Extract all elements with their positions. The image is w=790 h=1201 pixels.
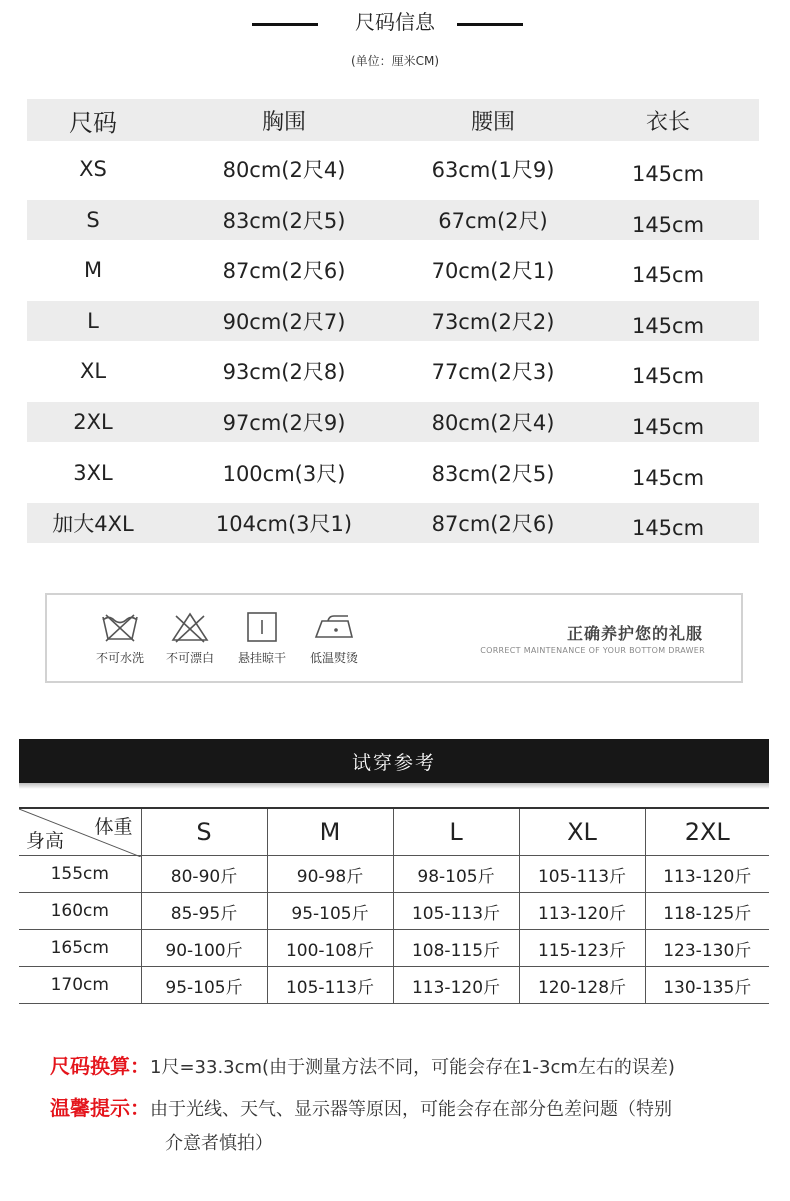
unit-note: (单位：厘米CM) (350, 54, 440, 68)
weight-cell: 105-113斤 (519, 856, 645, 893)
table-row (27, 200, 759, 240)
bust-cell: 100cm(3尺) (222, 461, 346, 486)
weight-cell: 120-128斤 (519, 967, 645, 1004)
length-cell: 145cm (631, 162, 705, 186)
size-header-2xl: 2XL (645, 808, 769, 856)
size-header-l: L (393, 808, 519, 856)
weight-cell: 90-98斤 (267, 856, 393, 893)
try-on-table (19, 807, 769, 1004)
waist-cell: 83cm(2尺5) (431, 461, 555, 486)
weight-cell: 130-135斤 (645, 967, 769, 1004)
care-label: 悬挂晾干 (237, 651, 286, 665)
size-header-xl: XL (519, 808, 645, 856)
size-cell: 3XL (73, 460, 113, 485)
weight-cell: 105-113斤 (267, 967, 393, 1004)
size-cell: XS (79, 157, 107, 181)
table-row (19, 930, 769, 967)
table-row (27, 149, 759, 189)
size-conversion-note (50, 1049, 675, 1085)
height-cell: 160cm (19, 893, 141, 930)
length-cell: 145cm (631, 212, 705, 237)
column-header-waist: 腰围 (470, 109, 515, 135)
care-label: 低温熨烫 (309, 651, 358, 665)
tip-label: 温馨提示： (50, 1096, 150, 1120)
column-header-size: 尺码 (69, 108, 117, 137)
height-cell: 165cm (19, 930, 141, 967)
corner-height-label: 身高 (26, 830, 65, 852)
weight-cell: 113-120斤 (519, 893, 645, 930)
corner-weight-label: 体重 (94, 816, 133, 838)
waist-cell: 63cm(1尺9) (431, 158, 555, 182)
waist-cell: 73cm(2尺2) (431, 309, 555, 334)
care-title: 正确养护您的礼服 (566, 624, 703, 643)
care-item-no-bleach (155, 611, 225, 666)
care-subtitle: CORRECT MAINTENANCE OF YOUR BOTTOM DRAWER (480, 646, 705, 655)
care-item-hang-dry (227, 611, 297, 666)
table-row (19, 856, 769, 893)
size-header-m: M (267, 808, 393, 856)
bust-cell: 90cm(2尺7) (222, 309, 346, 334)
weight-cell: 108-115斤 (393, 930, 519, 967)
length-cell: 145cm (631, 263, 705, 288)
weight-cell: 98-105斤 (393, 856, 519, 893)
waist-cell: 67cm(2尺) (438, 208, 548, 233)
title-divider-right (457, 23, 523, 26)
column-header-length: 衣长 (645, 109, 690, 135)
size-cell: L (87, 308, 99, 333)
try-on-header-row (19, 808, 769, 856)
weight-cell: 105-113斤 (393, 893, 519, 930)
table-row (27, 301, 759, 341)
waist-cell: 80cm(2尺4) (431, 410, 555, 435)
length-cell: 145cm (631, 313, 705, 338)
height-cell: 155cm (19, 856, 141, 893)
table-row (27, 453, 759, 493)
care-item-no-wash (85, 611, 155, 666)
weight-cell: 123-130斤 (645, 930, 769, 967)
bust-cell: 104cm(3尺1) (215, 512, 353, 537)
care-instructions-box (45, 593, 743, 683)
size-table (27, 99, 759, 554)
bust-cell: 93cm(2尺8) (222, 360, 346, 385)
size-info-header (0, 6, 790, 38)
table-row (27, 503, 759, 543)
waist-cell: 77cm(2尺3) (431, 360, 555, 385)
bust-cell: 97cm(2尺9) (222, 410, 346, 435)
tip-text-line-2: 介意者慎拍） (165, 1133, 273, 1154)
weight-cell: 95-105斤 (141, 967, 267, 1004)
size-cell: S (86, 207, 100, 232)
length-cell: 145cm (631, 516, 705, 541)
length-cell: 145cm (631, 465, 705, 490)
bust-cell: 87cm(2尺6) (222, 259, 346, 284)
waist-cell: 87cm(2尺6) (431, 512, 555, 537)
hang-dry-icon (240, 611, 284, 643)
table-row (27, 402, 759, 442)
banner-shadow (19, 783, 769, 789)
table-row (19, 967, 769, 1004)
weight-cell: 80-90斤 (141, 856, 267, 893)
weight-cell: 90-100斤 (141, 930, 267, 967)
length-cell: 145cm (631, 414, 705, 439)
table-row (27, 351, 759, 391)
length-cell: 145cm (631, 364, 705, 389)
care-label: 不可水洗 (95, 651, 144, 665)
try-on-banner: 试穿参考 (19, 739, 769, 783)
no-bleach-icon (168, 611, 212, 643)
bust-cell: 83cm(2尺5) (222, 208, 346, 233)
care-label: 不可漂白 (165, 651, 214, 665)
conversion-text: 1尺=33.3cm(由于测量方法不同，可能会存在1-3cm左右的误差) (150, 1057, 675, 1078)
size-cell: 加大4XL (52, 512, 134, 537)
conversion-label: 尺码换算： (50, 1054, 150, 1078)
size-cell: M (83, 258, 103, 283)
corner-header-cell (19, 808, 141, 856)
care-item-low-iron (299, 611, 369, 666)
page-title: 尺码信息 (355, 10, 435, 34)
table-row (19, 893, 769, 930)
size-cell: XL (79, 359, 107, 384)
tip-text-line-1: 由于光线、天气、显示器等原因，可能会存在部分色差问题（特别 (150, 1099, 672, 1120)
weight-cell: 113-120斤 (645, 856, 769, 893)
weight-cell: 85-95斤 (141, 893, 267, 930)
warm-tip-note (50, 1091, 760, 1161)
low-iron-icon (312, 611, 356, 643)
no-wash-icon (98, 611, 142, 643)
bust-cell: 80cm(2尺4) (222, 158, 346, 182)
size-table-header (27, 99, 759, 141)
waist-cell: 70cm(2尺1) (431, 259, 555, 284)
weight-cell: 113-120斤 (393, 967, 519, 1004)
size-header-s: S (141, 808, 267, 856)
height-cell: 170cm (19, 967, 141, 1004)
size-cell: 2XL (73, 409, 113, 434)
weight-cell: 100-108斤 (267, 930, 393, 967)
weight-cell: 118-125斤 (645, 893, 769, 930)
weight-cell: 95-105斤 (267, 893, 393, 930)
table-row (27, 250, 759, 290)
column-header-bust: 胸围 (261, 109, 306, 135)
weight-cell: 115-123斤 (519, 930, 645, 967)
